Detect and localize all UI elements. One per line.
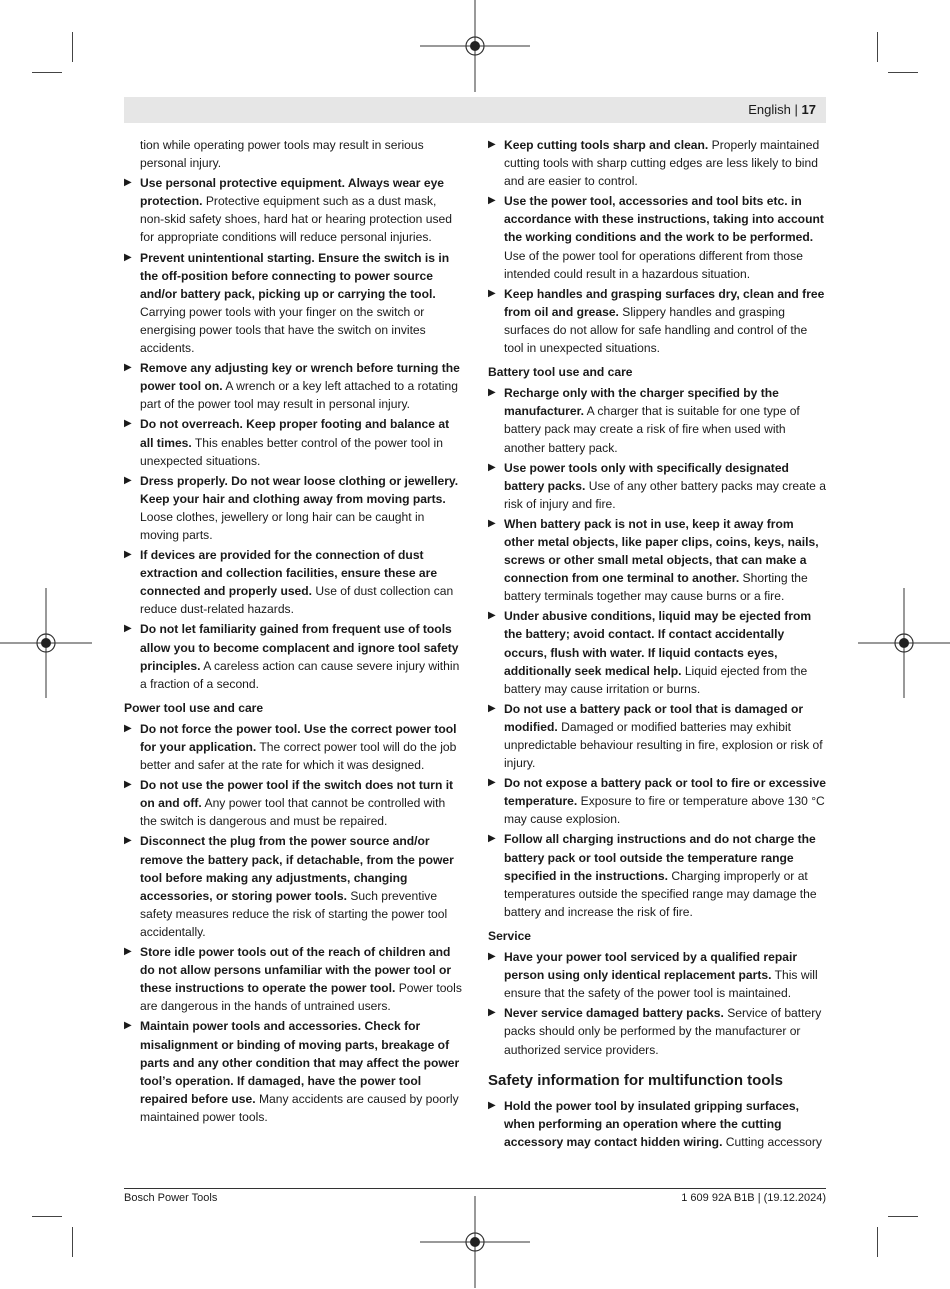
bullet-bold-text: Recharge only with the charger specified by the manufacturer. [504,386,779,419]
footer-divider [124,1188,826,1189]
bullet-item [124,249,462,358]
bullet-body-text: Damaged or modified batteries may exhibit unpredictable behaviour resulting in fire, explosion or risk of injury. [504,719,823,771]
header-bar [124,97,826,123]
bullet-bold-text: Remove any adjusting key or wrench before turning the power tool on. [140,361,460,394]
bullet-bold-text: Store idle power tools out of the reach of children and do not allow persons unfamiliar with the power tool or these instructions to operate the power tool. [140,945,452,996]
bullet-item [488,192,826,282]
bullet-body-text: This will ensure that the safety of the power tool is maintained. [504,968,818,1001]
bullet-item [124,832,462,941]
page-header [748,102,816,117]
bullet-body-text: Use of dust collection can reduce dust-related hazards. [140,584,454,617]
subhead-power-tool-use: Power tool use and care [124,700,264,715]
bullet-item [124,415,462,469]
bullet-arrow-icon: ▶ [488,777,496,789]
registration-mark-icon [420,1196,530,1288]
bullet-body-text: Any power tool that cannot be controlled with the switch is dangerous and must be repaired. [140,796,446,829]
right-column [488,136,826,1153]
bullet-body-text: Liquid ejected from the battery may cause irritation or burns. [504,663,808,696]
bullet-item [488,830,826,920]
left-column [124,136,462,1128]
bullet-item [124,620,462,692]
crop-mark [888,72,918,73]
crop-mark [877,32,878,62]
bullet-bold-text: Maintain power tools and accessories. Check for misalignment or binding of moving parts, breakage of parts and any other condition that may affect the power tool’s operation. If damaged, have the power tool repaired before use. [140,1019,460,1106]
subhead-service: Service [488,928,532,943]
bullet-body-text: Such preventive safety measures reduce the risk of starting the power tool accidentally. [140,888,448,939]
bullet-arrow-icon: ▶ [488,287,496,299]
footer-doc-ref: 1 609 92A B1B | (19.12.2024) [681,1192,826,1204]
bullet-bold-text: Use the power tool, accessories and tool bits etc. in accordance with these instructions, taking into account the working conditions and the work to be performed. [504,194,824,245]
crop-mark [32,1216,62,1217]
bullet-body-text: This enables better control of the power tool in unexpected situations. [140,435,443,468]
bullet-item [488,515,826,605]
bullet-arrow-icon: ▶ [488,461,496,473]
bullet-bold-text: Disconnect the plug from the power source and/or remove the battery pack, if detachable, from the power tool before making any adjustments, changing accessories, or storing power tools. [140,834,454,903]
bullet-arrow-icon: ▶ [488,833,496,845]
crop-mark [72,1227,73,1257]
subhead-battery: Battery tool use and care [488,365,633,380]
bullet-bold-text: Under abusive conditions, liquid may be ejected from the battery; avoid contact. If contact accidentally occurs, flush with water. If liquid contacts eyes, additionally seek medical help. [504,609,812,678]
bullet-item [124,546,462,618]
bullet-body-text: Service of battery packs should only be performed by the manufacturer or authorized service providers. [504,1006,822,1057]
bullet-bold-text: Have your power tool serviced by a qualified repair person using only identical replacement parts. [504,950,798,983]
bullet-body-text: Loose clothes, jewellery or long hair can be caught in moving parts. [140,509,425,542]
bullet-item [488,700,826,772]
bullet-item [488,1004,826,1058]
registration-mark-icon [0,588,92,698]
bullet-item [124,472,462,544]
header-language: English [748,102,791,117]
bullet-arrow-icon: ▶ [488,517,496,529]
bullet-bold-text: Do not let familiarity gained from frequent use of tools allow you to become complacent and ignore tool safety principles. [140,622,459,673]
bullet-bold-text: Dress properly. Do not wear loose clothing or jewellery. Keep your hair and clothing away from moving parts. [140,473,459,506]
bullet-bold-text: Follow all charging instructions and do not charge the battery pack or tool outside the temperature range specified in the instructions. [504,832,816,883]
bullet-body-text: Carrying power tools with your finger on the switch or energising power tools that have the switch on invites accidents. [140,304,426,356]
bullet-body-text: A careless action can cause severe injury within a fraction of a second. [140,658,460,691]
bullet-item [488,948,826,1002]
bullet-arrow-icon: ▶ [124,835,132,847]
bullet-arrow-icon: ▶ [488,951,496,963]
crop-mark [32,72,62,73]
bullet-body-text: Protective equipment such as a dust mask, non-skid safety shoes, hard hat or hearing protection used for appropriate conditions will reduce personal injuries. [140,194,452,245]
bullet-bold-text: Use personal protective equipment. Always wear eye protection. [140,176,445,209]
bullet-body-text: Charging improperly or at temperatures outside the specified range may damage the battery and increase the risk of fire. [504,868,817,919]
bullet-bold-text: Hold the power tool by insulated gripping surfaces, when performing an operation where the cutting accessory may contact hidden wiring. [504,1098,799,1149]
bullet-arrow-icon: ▶ [124,177,132,189]
bullet-item [488,384,826,456]
bullet-arrow-icon: ▶ [488,387,496,399]
bullet-item [124,720,462,774]
bullet-body-text: The correct power tool will do the job better and safer at the rate for which it was designed. [140,740,457,773]
bullet-bold-text: Keep cutting tools sharp and clean. [504,138,709,152]
left-items-list [124,174,462,693]
bullet-item [488,459,826,513]
footer-publisher: Bosch Power Tools [124,1192,218,1204]
bullet-body-text: Properly maintained cutting tools with sharp cutting edges are less likely to bind and are easier to control. [504,138,820,189]
registration-mark-icon [420,0,530,92]
bullet-body-text: A charger that is suitable for one type of battery pack may create a risk of fire when used with another battery pack. [504,404,800,455]
bullet-arrow-icon: ▶ [124,779,132,791]
crop-mark [72,32,73,62]
bullet-arrow-icon: ▶ [124,946,132,958]
bullet-item [488,136,826,190]
bullet-item [488,607,826,697]
bullet-arrow-icon: ▶ [488,195,496,207]
right-items-list [488,136,826,357]
intro-text: tion while operating power tools may result in serious personal injury. [140,138,424,171]
bullet-body-text: A wrench or a key left attached to a rotating part of the power tool may result in personal injury. [140,379,458,412]
bullet-item [488,285,826,357]
bullet-body-text: Shorting the battery terminals together may cause burns or a fire. [504,571,808,604]
bullet-bold-text: Do not expose a battery pack or tool to fire or excessive temperature. [504,776,826,809]
bullet-item [124,776,462,830]
service-items-list [488,948,826,1059]
bullet-item [124,1017,462,1126]
bullet-bold-text: Do not use the power tool if the switch does not turn it on and off. [140,778,454,811]
bullet-body-text: Many accidents are caused by poorly maintained power tools. [140,1091,459,1124]
bullet-bold-text: Never service damaged battery packs. [504,1006,724,1021]
bullet-bold-text: Do not use a battery pack or tool that is damaged or modified. [504,701,804,734]
section-title: Safety information for multifunction tools [488,1071,783,1089]
bullet-bold-text: Do not overreach. Keep proper footing and balance at all times. [140,417,450,450]
section-items-list [488,1097,826,1151]
bullet-arrow-icon: ▶ [488,610,496,622]
bullet-body-text: Cutting accessory [722,1134,822,1149]
left-items2-list [124,720,462,1126]
bullet-arrow-icon: ▶ [124,362,132,374]
bullet-bold-text: Keep handles and grasping surfaces dry, clean and free from oil and grease. [504,286,825,319]
bullet-bold-text: Do not force the power tool. Use the correct power tool for your application. [140,721,457,754]
bullet-arrow-icon: ▶ [488,1007,496,1019]
header-separator: | [794,102,798,117]
bullet-item [124,943,462,1015]
bullet-bold-text: Use power tools only with specifically designated battery packs. [504,460,789,493]
bullet-arrow-icon: ▶ [124,722,132,734]
bullet-arrow-icon: ▶ [124,623,132,635]
bullet-item [488,774,826,828]
registration-mark-icon [858,588,950,698]
bullet-item [124,174,462,246]
crop-mark [877,1227,878,1257]
battery-items-list [488,384,826,921]
crop-mark [888,1216,918,1217]
bullet-body-text: Use of the power tool for operations different from those intended could result in a hazardous situation. [504,248,803,281]
bullet-body-text: Slippery handles and grasping surfaces do not allow for safe handling and control of the tool in unexpected situations. [504,304,808,356]
bullet-arrow-icon: ▶ [124,1020,132,1032]
bullet-bold-text: If devices are provided for the connection of dust extraction and collection facilities, ensure these are connected and properly used. [140,548,438,599]
bullet-body-text: Use of any other battery packs may create a risk of injury and fire. [504,478,826,511]
bullet-arrow-icon: ▶ [488,1099,496,1111]
bullet-arrow-icon: ▶ [124,474,132,486]
bullet-arrow-icon: ▶ [124,418,132,430]
bullet-item [124,359,462,413]
bullet-arrow-icon: ▶ [124,549,132,561]
bullet-body-text: Power tools are dangerous in the hands of untrained users. [140,981,462,1014]
page-number: 17 [801,102,816,117]
bullet-arrow-icon: ▶ [488,139,496,150]
bullet-bold-text: When battery pack is not in use, keep it away from other metal objects, like paper clips, coins, keys, nails, screws or other small metal objects, that can make a connection from one terminal to another. [504,516,819,586]
bullet-bold-text: Prevent unintentional starting. Ensure the switch is in the off-position before connecting to power source and/or battery pack, picking up or carrying the tool. [140,250,450,301]
bullet-arrow-icon: ▶ [488,702,496,714]
bullet-item [488,1097,826,1151]
bullet-body-text: Exposure to fire or temperature above 130 °C may cause explosion. [504,794,825,827]
bullet-arrow-icon: ▶ [124,251,132,263]
